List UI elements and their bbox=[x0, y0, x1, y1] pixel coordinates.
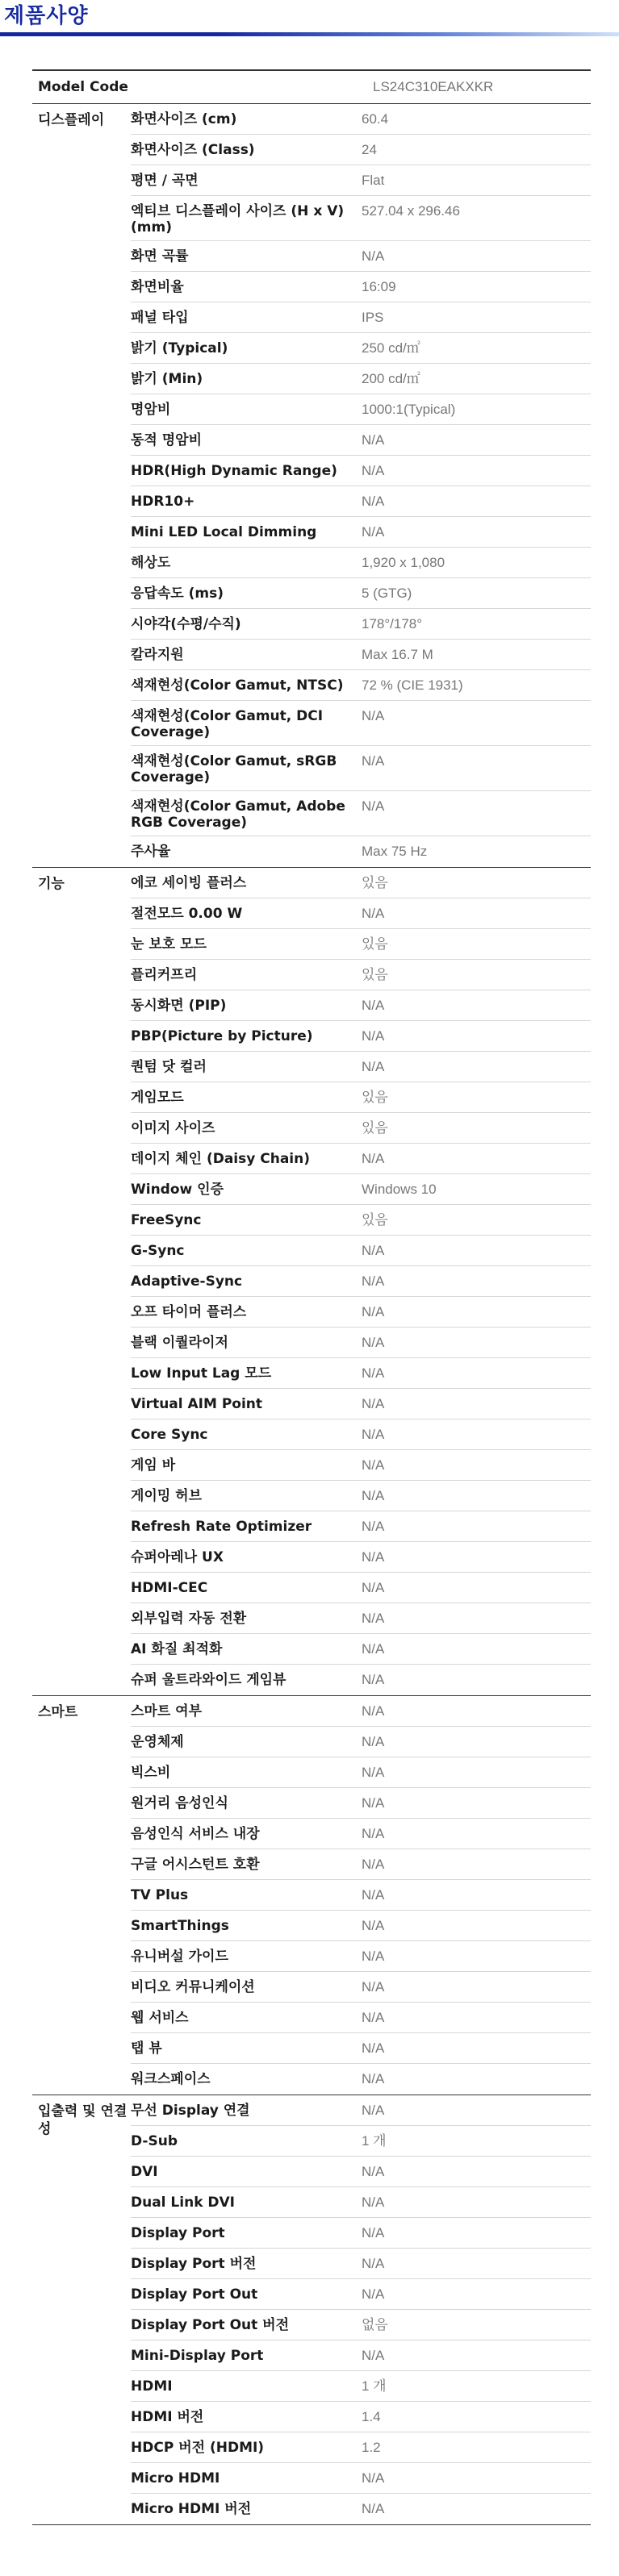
spec-value: 5 (GTG) bbox=[362, 586, 412, 601]
spec-label: PBP(Picture by Picture) bbox=[131, 1028, 313, 1044]
spec-label: 절전모드 0.00 W bbox=[131, 906, 243, 922]
spec-value: N/A bbox=[362, 1979, 385, 1995]
section-label: 스마트 bbox=[38, 1704, 78, 1720]
spec-label: HDR(High Dynamic Range) bbox=[131, 463, 337, 479]
spec-label: 색재현성(Color Gamut, DCI Coverage) bbox=[131, 708, 324, 740]
spec-row bbox=[131, 2064, 591, 2095]
spec-row bbox=[131, 1236, 591, 1266]
spec-value: N/A bbox=[362, 1243, 385, 1258]
spec-row bbox=[131, 1511, 591, 1542]
spec-label: 오프 타이머 플러스 bbox=[131, 1304, 247, 1320]
spec-value: N/A bbox=[362, 1488, 385, 1503]
spec-value: N/A bbox=[362, 2286, 385, 2302]
spec-value: 있음 bbox=[362, 1120, 388, 1136]
spec-value: N/A bbox=[362, 753, 385, 769]
spec-label: 평면 / 곡면 bbox=[131, 173, 199, 189]
spec-row bbox=[131, 1573, 591, 1603]
spec-value: 1.4 bbox=[362, 2409, 381, 2424]
spec-label: 화면사이즈 (Class) bbox=[131, 142, 255, 158]
spec-value: N/A bbox=[362, 798, 385, 814]
spec-value: N/A bbox=[362, 463, 385, 478]
spec-label: 게임 바 bbox=[131, 1457, 176, 1473]
spec-label: Core Sync bbox=[131, 1427, 208, 1443]
spec-label: 운영체제 bbox=[131, 1734, 184, 1750]
spec-value: Flat bbox=[362, 173, 385, 188]
spec-value: N/A bbox=[362, 1519, 385, 1534]
spec-label: 데이지 체인 (Daisy Chain) bbox=[131, 1151, 310, 1167]
spec-value: N/A bbox=[362, 494, 385, 509]
section-rows bbox=[131, 868, 591, 1695]
spec-row bbox=[131, 2463, 591, 2494]
spec-row bbox=[131, 2402, 591, 2432]
spec-value: Max 16.7 M bbox=[362, 647, 433, 662]
page-header bbox=[0, 0, 619, 39]
spec-table bbox=[32, 69, 591, 2525]
spec-value: 1000:1(Typical) bbox=[362, 402, 456, 417]
spec-value: 178°/178° bbox=[362, 616, 423, 631]
spec-label: 워크스페이스 bbox=[131, 2071, 211, 2087]
spec-row bbox=[131, 2095, 591, 2126]
spec-row bbox=[131, 2157, 591, 2187]
spec-value: N/A bbox=[362, 1335, 385, 1350]
spec-value: N/A bbox=[362, 1549, 385, 1565]
section-label: 디스플레이 bbox=[38, 112, 105, 128]
spec-row bbox=[131, 1849, 591, 1880]
spec-row bbox=[131, 1113, 591, 1144]
spec-value: N/A bbox=[362, 1427, 385, 1442]
spec-value: 1 개 bbox=[362, 2378, 387, 2394]
spec-label: 응답속도 (ms) bbox=[131, 586, 224, 602]
spec-row bbox=[131, 990, 591, 1021]
spec-value: N/A bbox=[362, 2010, 385, 2025]
spec-row bbox=[131, 196, 591, 241]
spec-row bbox=[131, 2494, 591, 2524]
spec-label: 빅스비 bbox=[131, 1765, 171, 1781]
spec-label: Low Input Lag 모드 bbox=[131, 1365, 272, 1382]
spec-label: Display Port bbox=[131, 2225, 225, 2241]
spec-row bbox=[131, 1144, 591, 1174]
spec-row bbox=[131, 2310, 591, 2340]
spec-label: Display Port Out 버전 bbox=[131, 2317, 290, 2333]
spec-row bbox=[131, 2340, 591, 2371]
spec-label: HDCP 버전 (HDMI) bbox=[131, 2440, 265, 2456]
spec-value: 527.04 x 296.46 bbox=[362, 203, 460, 219]
spec-value: 있음 bbox=[362, 967, 388, 982]
spec-row bbox=[131, 456, 591, 486]
spec-label: Display Port 버전 bbox=[131, 2256, 257, 2272]
spec-row bbox=[131, 425, 591, 456]
spec-value: N/A bbox=[362, 1672, 385, 1687]
spec-row bbox=[131, 746, 591, 791]
spec-label: 명암비 bbox=[131, 402, 171, 418]
spec-value: 72 % (CIE 1931) bbox=[362, 677, 463, 693]
spec-value: N/A bbox=[362, 2470, 385, 2486]
spec-label: G-Sync bbox=[131, 1243, 185, 1259]
spec-label: 주사율 bbox=[131, 844, 171, 860]
spec-row bbox=[131, 1021, 591, 1052]
spec-label: 음성인식 서비스 내장 bbox=[131, 1826, 260, 1842]
spec-label: 색재현성(Color Gamut, Adobe RGB Coverage) bbox=[131, 798, 345, 831]
spec-value: N/A bbox=[362, 1273, 385, 1289]
spec-value: N/A bbox=[362, 998, 385, 1013]
spec-label: 슈퍼아레나 UX bbox=[131, 1549, 224, 1565]
spec-label: 밝기 (Min) bbox=[131, 371, 203, 387]
spec-row bbox=[131, 670, 591, 701]
spec-label: 에코 세이빙 플러스 bbox=[131, 875, 247, 891]
spec-label: 유니버설 가이드 bbox=[131, 1949, 228, 1965]
spec-value: N/A bbox=[362, 524, 385, 540]
spec-row bbox=[131, 578, 591, 609]
spec-value: N/A bbox=[362, 1826, 385, 1841]
spec-row bbox=[131, 1328, 591, 1358]
spec-section bbox=[32, 2095, 591, 2525]
spec-label: D-Sub bbox=[131, 2133, 178, 2149]
spec-row bbox=[131, 701, 591, 746]
model-code-label: Model Code bbox=[38, 79, 128, 95]
spec-row bbox=[131, 486, 591, 517]
spec-row bbox=[131, 1603, 591, 1634]
spec-label: 시야각(수평/수직) bbox=[131, 616, 241, 632]
spec-row bbox=[131, 2033, 591, 2064]
spec-label: Micro HDMI bbox=[131, 2470, 220, 2486]
spec-value: N/A bbox=[362, 2348, 385, 2363]
spec-value: N/A bbox=[362, 2501, 385, 2516]
spec-row bbox=[131, 2371, 591, 2402]
spec-value: 1.2 bbox=[362, 2440, 381, 2455]
spec-label: HDMI bbox=[131, 2378, 173, 2395]
spec-row bbox=[131, 1419, 591, 1450]
spec-row bbox=[131, 1757, 591, 1788]
spec-row bbox=[131, 836, 591, 867]
spec-label: 퀀텀 닷 컬러 bbox=[131, 1059, 207, 1075]
spec-row bbox=[131, 1389, 591, 1419]
spec-value: N/A bbox=[362, 1857, 385, 1872]
spec-value: N/A bbox=[362, 248, 385, 264]
section-label: 입출력 및 연결성 bbox=[38, 2103, 128, 2137]
spec-row bbox=[131, 1481, 591, 1511]
spec-label: 원거리 음성인식 bbox=[131, 1795, 228, 1811]
spec-label: SmartThings bbox=[131, 1918, 229, 1934]
title-divider bbox=[0, 32, 619, 36]
spec-value: Max 75 Hz bbox=[362, 844, 428, 859]
spec-value: N/A bbox=[362, 1304, 385, 1319]
spec-value: N/A bbox=[362, 708, 385, 723]
spec-label: 외부입력 자동 전환 bbox=[131, 1611, 247, 1627]
spec-value: 200 cd/㎡ bbox=[362, 371, 420, 386]
spec-value: N/A bbox=[362, 2195, 385, 2210]
spec-row bbox=[131, 364, 591, 394]
spec-value: N/A bbox=[362, 1765, 385, 1780]
spec-label: 눈 보호 모드 bbox=[131, 936, 207, 952]
spec-value: N/A bbox=[362, 1918, 385, 1933]
spec-row bbox=[131, 1911, 591, 1941]
spec-value: 없음 bbox=[362, 2317, 388, 2332]
spec-label: 화면비율 bbox=[131, 279, 184, 295]
spec-row bbox=[131, 960, 591, 990]
spec-value: N/A bbox=[362, 1795, 385, 1811]
spec-row bbox=[131, 548, 591, 578]
spec-row bbox=[131, 791, 591, 836]
spec-value: N/A bbox=[362, 1949, 385, 1964]
spec-row bbox=[131, 1052, 591, 1082]
spec-section bbox=[32, 1696, 591, 2095]
spec-label: 비디오 커뮤니케이션 bbox=[131, 1979, 255, 1995]
model-code-row bbox=[32, 71, 591, 104]
spec-label: 패널 타입 bbox=[131, 310, 189, 326]
spec-label: 화면사이즈 (cm) bbox=[131, 111, 237, 127]
spec-label: Window 인증 bbox=[131, 1182, 224, 1198]
page-title: 제품사양 bbox=[4, 4, 89, 28]
spec-row bbox=[131, 1696, 591, 1727]
spec-value: N/A bbox=[362, 1580, 385, 1595]
spec-value: Windows 10 bbox=[362, 1182, 437, 1197]
spec-label: 블랙 이퀄라이저 bbox=[131, 1335, 228, 1351]
spec-row bbox=[131, 1266, 591, 1297]
spec-row bbox=[131, 609, 591, 640]
spec-label: HDMI-CEC bbox=[131, 1580, 208, 1596]
spec-value: N/A bbox=[362, 1611, 385, 1626]
spec-row bbox=[131, 104, 591, 135]
spec-section bbox=[32, 104, 591, 868]
spec-value: 250 cd/㎡ bbox=[362, 340, 420, 356]
spec-value: 있음 bbox=[362, 1090, 388, 1105]
spec-label: 칼라지원 bbox=[131, 647, 184, 663]
spec-value: 있음 bbox=[362, 936, 388, 952]
spec-label: Adaptive-Sync bbox=[131, 1273, 243, 1290]
spec-row bbox=[131, 1880, 591, 1911]
spec-row bbox=[131, 1634, 591, 1665]
spec-label: 게임모드 bbox=[131, 1090, 184, 1106]
spec-label: DVI bbox=[131, 2164, 158, 2180]
spec-value: N/A bbox=[362, 1059, 385, 1074]
spec-label: 슈퍼 울트라와이드 게임뷰 bbox=[131, 1672, 286, 1688]
spec-value: N/A bbox=[362, 1457, 385, 1473]
spec-row bbox=[131, 2432, 591, 2463]
spec-label: 이미지 사이즈 bbox=[131, 1120, 215, 1136]
spec-value: N/A bbox=[362, 2256, 385, 2271]
spec-label: 화면 곡률 bbox=[131, 248, 189, 265]
spec-label: Display Port Out bbox=[131, 2286, 258, 2303]
spec-row bbox=[131, 1727, 591, 1757]
spec-label: Dual Link DVI bbox=[131, 2195, 236, 2211]
spec-row bbox=[131, 929, 591, 960]
spec-value: IPS bbox=[362, 310, 384, 325]
spec-row bbox=[131, 1542, 591, 1573]
spec-value: N/A bbox=[362, 1887, 385, 1903]
spec-value: 1,920 x 1,080 bbox=[362, 555, 445, 570]
section-rows bbox=[131, 2095, 591, 2524]
spec-label: HDMI 버전 bbox=[131, 2409, 204, 2425]
spec-label: Micro HDMI 버전 bbox=[131, 2501, 252, 2517]
spec-label: 동시화면 (PIP) bbox=[131, 998, 227, 1014]
spec-row bbox=[131, 2126, 591, 2157]
section-rows bbox=[131, 104, 591, 867]
spec-value: 있음 bbox=[362, 1212, 388, 1228]
spec-label: 웹 서비스 bbox=[131, 2010, 189, 2026]
spec-value: N/A bbox=[362, 2225, 385, 2240]
spec-value: N/A bbox=[362, 2071, 385, 2086]
spec-label: 색재현성(Color Gamut, sRGB Coverage) bbox=[131, 753, 337, 786]
spec-value: N/A bbox=[362, 1028, 385, 1044]
spec-value: N/A bbox=[362, 906, 385, 921]
spec-sections bbox=[32, 104, 591, 2525]
spec-label: FreeSync bbox=[131, 1212, 202, 1228]
spec-row bbox=[131, 1450, 591, 1481]
spec-row bbox=[131, 898, 591, 929]
spec-label: 해상도 bbox=[131, 555, 171, 571]
spec-row bbox=[131, 1082, 591, 1113]
spec-label: Virtual AIM Point bbox=[131, 1396, 263, 1412]
spec-value: 1 개 bbox=[362, 2133, 387, 2149]
spec-label: 플리커프리 bbox=[131, 967, 198, 983]
spec-row bbox=[131, 1941, 591, 1972]
spec-value: 60.4 bbox=[362, 111, 389, 127]
spec-row bbox=[131, 2003, 591, 2033]
spec-label: 동적 명암비 bbox=[131, 432, 203, 448]
spec-value: N/A bbox=[362, 1641, 385, 1657]
spec-row bbox=[131, 165, 591, 196]
spec-row bbox=[131, 2187, 591, 2218]
spec-value: N/A bbox=[362, 1365, 385, 1381]
spec-row bbox=[131, 1205, 591, 1236]
spec-label: TV Plus bbox=[131, 1887, 189, 1903]
spec-label: 스마트 여부 bbox=[131, 1703, 203, 1719]
spec-row bbox=[131, 302, 591, 333]
spec-value: 16:09 bbox=[362, 279, 396, 294]
spec-value: N/A bbox=[362, 2040, 385, 2056]
spec-value: N/A bbox=[362, 1734, 385, 1749]
spec-label: Mini LED Local Dimming bbox=[131, 524, 317, 540]
spec-row bbox=[131, 241, 591, 272]
spec-row bbox=[131, 2249, 591, 2279]
spec-value: N/A bbox=[362, 1396, 385, 1411]
spec-value: 24 bbox=[362, 142, 377, 157]
spec-label: Refresh Rate Optimizer bbox=[131, 1519, 312, 1535]
spec-label: 무선 Display 연결 bbox=[131, 2103, 250, 2119]
spec-row bbox=[131, 1358, 591, 1389]
spec-row bbox=[131, 868, 591, 898]
spec-row bbox=[131, 1819, 591, 1849]
spec-value: 있음 bbox=[362, 875, 388, 890]
spec-label: Mini-Display Port bbox=[131, 2348, 264, 2364]
spec-label: 탭 뷰 bbox=[131, 2040, 162, 2057]
spec-value: N/A bbox=[362, 2103, 385, 2118]
spec-row bbox=[131, 2279, 591, 2310]
spec-value: N/A bbox=[362, 1151, 385, 1166]
spec-label: AI 화질 최적화 bbox=[131, 1641, 223, 1657]
spec-label: 엑티브 디스플레이 사이즈 (H x V) (mm) bbox=[131, 203, 345, 236]
spec-label: 색재현성(Color Gamut, NTSC) bbox=[131, 677, 344, 694]
spec-row bbox=[131, 2218, 591, 2249]
model-code-value: LS24C310EAKXKR bbox=[373, 79, 494, 94]
spec-row bbox=[131, 1788, 591, 1819]
spec-row bbox=[131, 135, 591, 165]
spec-value: N/A bbox=[362, 432, 385, 448]
section-label: 기능 bbox=[38, 876, 65, 892]
spec-label: 게이밍 허브 bbox=[131, 1488, 203, 1504]
spec-value: N/A bbox=[362, 1703, 385, 1719]
spec-value: N/A bbox=[362, 2164, 385, 2179]
spec-label: 구글 어시스턴트 호환 bbox=[131, 1857, 260, 1873]
spec-row bbox=[131, 1972, 591, 2003]
spec-section bbox=[32, 868, 591, 1696]
spec-row bbox=[131, 1297, 591, 1328]
spec-row bbox=[131, 1174, 591, 1205]
spec-row bbox=[131, 640, 591, 670]
spec-row bbox=[131, 394, 591, 425]
spec-label: HDR10+ bbox=[131, 494, 195, 510]
section-rows bbox=[131, 1696, 591, 2095]
spec-label: 밝기 (Typical) bbox=[131, 340, 228, 356]
spec-row bbox=[131, 272, 591, 302]
spec-row bbox=[131, 333, 591, 364]
spec-row bbox=[131, 1665, 591, 1695]
spec-row bbox=[131, 517, 591, 548]
